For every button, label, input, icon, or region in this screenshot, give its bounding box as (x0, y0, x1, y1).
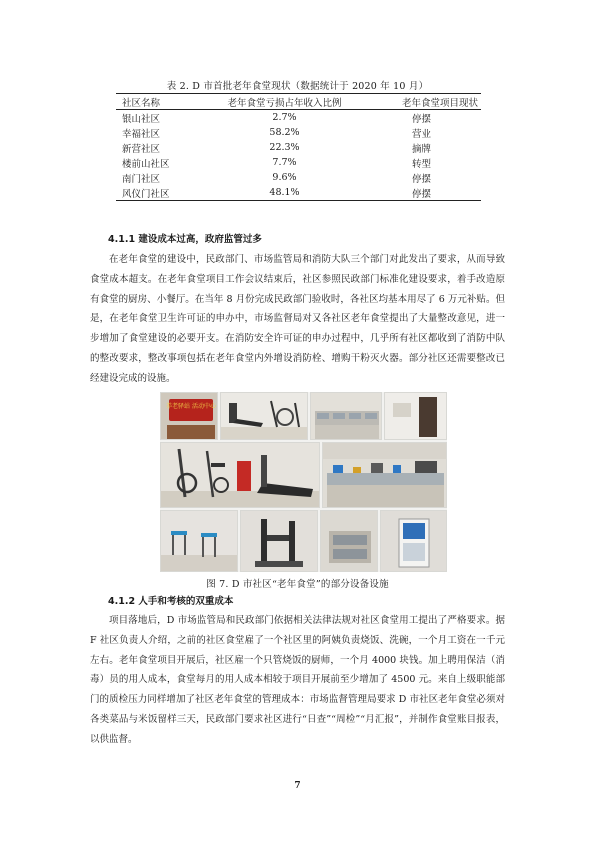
cell-loss-ratio: 7.7% (272, 157, 297, 168)
equipment-photo-collage (160, 392, 447, 572)
cell-status: 停摆 (412, 173, 432, 185)
header-loss-ratio: 老年食堂亏损占年收入比例 (217, 94, 352, 110)
table-header-row (116, 94, 481, 110)
cell-community: 幸福社区 (122, 128, 161, 140)
table-row (116, 140, 481, 155)
section-heading-4-1-1: 4.1.1 建设成本过高，政府监管过多 (108, 234, 262, 245)
photo-dining-chairs (160, 510, 238, 572)
canteen-status-table (116, 93, 481, 201)
photo-food-counter (310, 392, 382, 440)
cell-status: 营业 (412, 128, 432, 140)
activity-sign-text: 养老驿站 活动中心 (166, 403, 216, 410)
cell-loss-ratio: 22.3% (269, 142, 300, 153)
figure-caption: 图 7. D 市社区“老年食堂”的部分设备设施 (206, 579, 389, 590)
cell-status: 摘牌 (412, 143, 432, 155)
photo-kitchen-prep-area (322, 442, 447, 508)
page-number: 7 (294, 781, 301, 791)
header-status: 老年食堂项目现状 (352, 94, 481, 110)
photo-door (384, 392, 447, 440)
cell-community: 楼前山社区 (122, 158, 170, 170)
cell-loss-ratio: 48.1% (269, 187, 300, 198)
photo-storage-shelf (320, 510, 378, 572)
table-row (116, 185, 481, 201)
table-row (116, 155, 481, 170)
cell-community: 风仪门社区 (122, 188, 170, 200)
cell-community: 南门社区 (122, 173, 161, 185)
photo-treadmill-room (220, 392, 308, 440)
body-paragraph-construction-cost: 在老年食堂的建设中，民政部门、市场监管局和消防大队三个部门对此发出了要求，从而导致食堂成本超支。在老年食堂项目工作会议结束后，社区参照民政部门标准化建设要求，着手改造原有食堂的厨房、小餐厅。在当年 8 月份完成民政部门验收时，各社区均基本用尽了 6 万元补贴。但是，在老年食堂卫生许可证的申办中，市场监督局对又各社区老年食堂提出了大量整改意见，进一步增加了食堂建设的必要开支。在消防安全许可证的申办过程中，几乎所有社区都收到了消防中队的整改要求，整改事项包括在老年食堂内外增设消防栓、增购干粉灭火器。部分社区还需要整改已经建设完成的设施。 (90, 254, 505, 384)
photo-fitness-machine (240, 510, 318, 572)
table-caption: 表 2. D 市首批老年食堂现状（数据统计于 2020 年 10 月） (166, 81, 429, 92)
cell-loss-ratio: 9.6% (272, 172, 297, 183)
cell-community: 银山社区 (122, 113, 161, 125)
table-row (116, 125, 481, 140)
cell-status: 停摆 (412, 188, 432, 200)
header-community: 社区名称 (116, 94, 217, 110)
cell-status: 停摆 (412, 113, 432, 125)
photo-activity-sign (160, 392, 218, 440)
cell-loss-ratio: 58.2% (269, 127, 300, 138)
cell-community: 新营社区 (122, 143, 161, 155)
cell-loss-ratio: 2.7% (272, 112, 297, 123)
table-row (116, 170, 481, 185)
body-paragraph-staffing-cost: 项目落地后，D 市场监管局和民政部门依据相关法律法规对社区食堂用工提出了严格要求。据 F 社区负责人介绍，之前的社区食堂雇了一个社区里的阿姨负责烧饭、洗碗，一个月工资在一千元左右。老年食堂项目开展后，社区雇一个只管烧饭的厨师，一个月 4000 块钱。加上聘用保洁（消毒）员的用人成本，食堂每月的用人成本相较于项目开展前至少增加了 4500 元。来自上级职能部门的质检压力同样增加了社区老年食堂的管理成本：市场监督管理局要求 D 市社区老年食堂必须对各类菜品与米饭留样三天，民政部门要求社区进行“日查”“周检”“月汇报”，并制作食堂账目报表，以供监督。 (90, 615, 505, 745)
photo-fitness-equipment (160, 442, 320, 508)
cell-status: 转型 (412, 158, 432, 170)
section-heading-4-1-2: 4.1.2 人手和考核的双重成本 (108, 596, 234, 607)
photo-disinfection-cabinet (380, 510, 447, 572)
table-row (116, 110, 481, 126)
